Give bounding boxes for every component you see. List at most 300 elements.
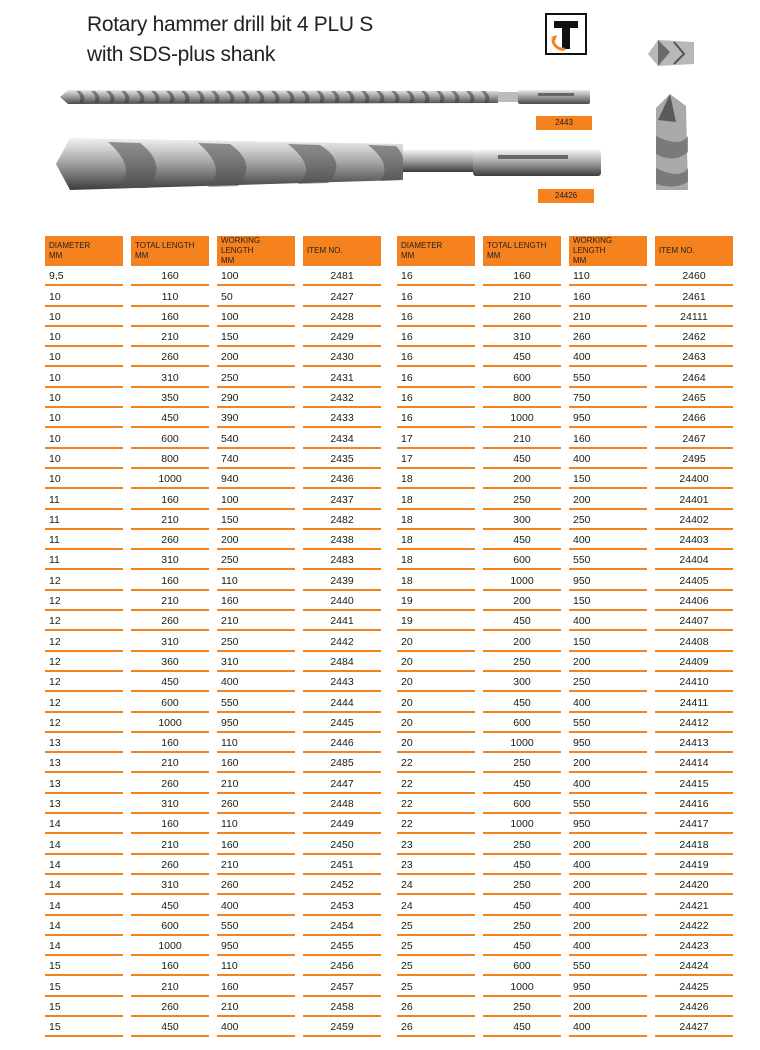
title-line-2: with SDS-plus shank <box>87 43 276 66</box>
cell-diameter: 22 <box>397 753 475 773</box>
table-row <box>397 1017 733 1037</box>
cell-item-no: 24406 <box>655 591 733 611</box>
cell-total-length: 200 <box>483 591 561 611</box>
cell-item-no: 2464 <box>655 367 733 387</box>
cell-working-length: 750 <box>569 388 647 408</box>
cell-item-no: 24408 <box>655 631 733 651</box>
cell-total-length: 260 <box>483 307 561 327</box>
cell-total-length: 600 <box>483 367 561 387</box>
drill-bit-large-image <box>48 128 604 196</box>
cell-item-no: 24405 <box>655 570 733 590</box>
cell-item-no: 24416 <box>655 794 733 814</box>
cell-item-no: 2484 <box>303 652 381 672</box>
cell-working-length: 550 <box>217 916 295 936</box>
cell-working-length: 210 <box>217 855 295 875</box>
table-row <box>397 530 733 550</box>
title-line-1: Rotary hammer drill bit 4 PLU S <box>87 13 373 36</box>
cell-item-no: 2466 <box>655 408 733 428</box>
cell-diameter: 14 <box>45 916 123 936</box>
cell-item-no: 24413 <box>655 733 733 753</box>
drill-bit-small-image <box>58 86 590 108</box>
cell-working-length: 160 <box>569 428 647 448</box>
cell-total-length: 260 <box>131 997 209 1017</box>
cell-diameter: 18 <box>397 530 475 550</box>
cell-item-no: 2450 <box>303 834 381 854</box>
cell-diameter: 10 <box>45 469 123 489</box>
cell-working-length: 200 <box>217 530 295 550</box>
cell-working-length: 50 <box>217 286 295 306</box>
cell-diameter: 12 <box>45 591 123 611</box>
table-row <box>397 428 733 448</box>
cell-total-length: 800 <box>131 449 209 469</box>
cell-diameter: 25 <box>397 976 475 996</box>
cell-diameter: 13 <box>45 773 123 793</box>
cell-diameter: 10 <box>45 449 123 469</box>
cell-working-length: 260 <box>217 794 295 814</box>
table-row <box>397 713 733 733</box>
cell-item-no: 24412 <box>655 713 733 733</box>
cell-working-length: 540 <box>217 428 295 448</box>
cell-diameter: 18 <box>397 469 475 489</box>
cell-diameter: 22 <box>397 814 475 834</box>
cell-working-length: 150 <box>217 327 295 347</box>
cell-total-length: 310 <box>483 327 561 347</box>
cell-working-length: 150 <box>569 631 647 651</box>
cell-item-no: 24421 <box>655 895 733 915</box>
cell-diameter: 14 <box>45 855 123 875</box>
cell-diameter: 20 <box>397 713 475 733</box>
cell-working-length: 100 <box>217 307 295 327</box>
table-row <box>45 855 381 875</box>
table-row <box>397 327 733 347</box>
cell-diameter: 10 <box>45 428 123 448</box>
cell-working-length: 200 <box>569 916 647 936</box>
cell-diameter: 17 <box>397 449 475 469</box>
table-row <box>397 997 733 1017</box>
cell-working-length: 400 <box>569 530 647 550</box>
cell-item-no: 24111 <box>655 307 733 327</box>
cell-diameter: 15 <box>45 976 123 996</box>
cell-item-no: 2452 <box>303 875 381 895</box>
cell-item-no: 2427 <box>303 286 381 306</box>
cell-diameter: 23 <box>397 855 475 875</box>
cell-working-length: 950 <box>569 408 647 428</box>
table-row <box>45 428 381 448</box>
cell-working-length: 400 <box>569 895 647 915</box>
cell-working-length: 110 <box>217 956 295 976</box>
cell-diameter: 18 <box>397 570 475 590</box>
cell-diameter: 10 <box>45 307 123 327</box>
cell-item-no: 24425 <box>655 976 733 996</box>
table-row <box>45 733 381 753</box>
cell-total-length: 210 <box>131 753 209 773</box>
table-row <box>397 976 733 996</box>
cell-total-length: 160 <box>483 266 561 286</box>
cell-item-no: 2444 <box>303 692 381 712</box>
cell-item-no: 2441 <box>303 611 381 631</box>
cell-diameter: 16 <box>397 327 475 347</box>
cell-diameter: 20 <box>397 692 475 712</box>
cell-working-length: 210 <box>217 611 295 631</box>
cell-diameter: 20 <box>397 672 475 692</box>
table-row <box>45 388 381 408</box>
cell-item-no: 2462 <box>655 327 733 347</box>
cell-diameter: 16 <box>397 367 475 387</box>
cell-item-no: 2428 <box>303 307 381 327</box>
table-row <box>397 307 733 327</box>
cell-total-length: 450 <box>483 530 561 550</box>
cell-item-no: 2429 <box>303 327 381 347</box>
header-total-length: TOTAL LENGTH MM <box>483 236 561 266</box>
table-row <box>397 550 733 570</box>
cell-diameter: 10 <box>45 367 123 387</box>
cell-working-length: 160 <box>217 834 295 854</box>
cell-item-no: 2495 <box>655 449 733 469</box>
table-row <box>397 936 733 956</box>
cell-diameter: 18 <box>397 489 475 509</box>
cell-total-length: 260 <box>131 611 209 631</box>
table-row <box>45 307 381 327</box>
header-working-length: WORKING LENGTH MM <box>569 236 647 266</box>
cell-diameter: 12 <box>45 652 123 672</box>
cell-diameter: 24 <box>397 895 475 915</box>
cell-diameter: 16 <box>397 347 475 367</box>
cell-diameter: 19 <box>397 611 475 631</box>
cell-working-length: 200 <box>569 753 647 773</box>
table-row <box>397 875 733 895</box>
cell-total-length: 600 <box>131 692 209 712</box>
table-row <box>45 713 381 733</box>
cell-diameter: 15 <box>45 1017 123 1037</box>
cell-item-no: 2458 <box>303 997 381 1017</box>
cell-diameter: 18 <box>397 550 475 570</box>
cell-working-length: 250 <box>569 672 647 692</box>
product-tag-small: 2443 <box>536 116 592 130</box>
cell-item-no: 2448 <box>303 794 381 814</box>
table-row <box>45 916 381 936</box>
cell-working-length: 550 <box>569 956 647 976</box>
table-row <box>45 895 381 915</box>
cell-working-length: 260 <box>569 327 647 347</box>
cell-working-length: 210 <box>217 997 295 1017</box>
cell-diameter: 16 <box>397 286 475 306</box>
header-working-length: WORKING LENGTH MM <box>217 236 295 266</box>
cell-working-length: 160 <box>217 976 295 996</box>
cell-working-length: 250 <box>217 550 295 570</box>
cell-working-length: 160 <box>217 591 295 611</box>
cell-total-length: 600 <box>483 794 561 814</box>
cell-item-no: 2442 <box>303 631 381 651</box>
cell-diameter: 13 <box>45 753 123 773</box>
cell-item-no: 24423 <box>655 936 733 956</box>
cell-diameter: 11 <box>45 550 123 570</box>
cell-diameter: 20 <box>397 652 475 672</box>
cell-total-length: 450 <box>483 855 561 875</box>
cell-item-no: 2457 <box>303 976 381 996</box>
cell-total-length: 160 <box>131 956 209 976</box>
cell-diameter: 12 <box>45 631 123 651</box>
cell-total-length: 210 <box>131 976 209 996</box>
table-row <box>397 367 733 387</box>
cell-item-no: 2443 <box>303 672 381 692</box>
cell-total-length: 260 <box>131 773 209 793</box>
cell-total-length: 200 <box>483 469 561 489</box>
table-row <box>45 510 381 530</box>
cell-working-length: 250 <box>217 367 295 387</box>
cell-working-length: 200 <box>217 347 295 367</box>
table-row <box>45 997 381 1017</box>
cell-total-length: 450 <box>131 672 209 692</box>
cell-working-length: 550 <box>217 692 295 712</box>
cell-total-length: 210 <box>483 428 561 448</box>
table-row <box>45 936 381 956</box>
cell-working-length: 110 <box>217 814 295 834</box>
table-row <box>45 530 381 550</box>
table-row <box>397 469 733 489</box>
cell-item-no: 2456 <box>303 956 381 976</box>
cell-diameter: 10 <box>45 408 123 428</box>
page-title <box>87 10 373 70</box>
cell-working-length: 550 <box>569 550 647 570</box>
cell-item-no: 2437 <box>303 489 381 509</box>
header-item-no: ITEM NO. <box>655 236 733 266</box>
cell-item-no: 2440 <box>303 591 381 611</box>
cell-item-no: 24400 <box>655 469 733 489</box>
cell-total-length: 250 <box>483 997 561 1017</box>
cell-diameter: 14 <box>45 895 123 915</box>
cell-working-length: 100 <box>217 489 295 509</box>
cell-working-length: 950 <box>217 936 295 956</box>
table-row <box>397 773 733 793</box>
cell-diameter: 25 <box>397 956 475 976</box>
cell-diameter: 22 <box>397 773 475 793</box>
cell-total-length: 210 <box>131 834 209 854</box>
table-row <box>397 672 733 692</box>
cell-working-length: 200 <box>569 997 647 1017</box>
cell-diameter: 16 <box>397 307 475 327</box>
table-row <box>45 469 381 489</box>
cell-item-no: 24424 <box>655 956 733 976</box>
cell-working-length: 200 <box>569 834 647 854</box>
table-row <box>397 611 733 631</box>
cell-total-length: 160 <box>131 307 209 327</box>
cell-diameter: 10 <box>45 327 123 347</box>
cell-item-no: 2447 <box>303 773 381 793</box>
cell-item-no: 2431 <box>303 367 381 387</box>
table-row <box>45 834 381 854</box>
cell-item-no: 2465 <box>655 388 733 408</box>
cell-total-length: 600 <box>483 956 561 976</box>
cell-diameter: 12 <box>45 611 123 631</box>
cell-item-no: 2432 <box>303 388 381 408</box>
cell-total-length: 350 <box>131 388 209 408</box>
cell-diameter: 18 <box>397 510 475 530</box>
cell-total-length: 160 <box>131 570 209 590</box>
cell-total-length: 300 <box>483 672 561 692</box>
cell-working-length: 550 <box>569 713 647 733</box>
cell-item-no: 2483 <box>303 550 381 570</box>
cell-working-length: 100 <box>217 266 295 286</box>
product-tag-large: 24426 <box>538 189 594 203</box>
cell-item-no: 2451 <box>303 855 381 875</box>
cell-working-length: 950 <box>217 713 295 733</box>
cell-total-length: 300 <box>483 510 561 530</box>
cell-item-no: 2438 <box>303 530 381 550</box>
cell-total-length: 160 <box>131 489 209 509</box>
cell-item-no: 2435 <box>303 449 381 469</box>
cell-diameter: 14 <box>45 814 123 834</box>
cell-item-no: 24411 <box>655 692 733 712</box>
table-row <box>45 956 381 976</box>
cell-total-length: 310 <box>131 631 209 651</box>
header-item-no: ITEM NO. <box>303 236 381 266</box>
cell-item-no: 24422 <box>655 916 733 936</box>
cell-total-length: 450 <box>483 692 561 712</box>
cell-total-length: 1000 <box>131 469 209 489</box>
cell-item-no: 2461 <box>655 286 733 306</box>
cell-diameter: 25 <box>397 936 475 956</box>
header-total-length: TOTAL LENGTH MM <box>131 236 209 266</box>
table-row <box>45 631 381 651</box>
cell-item-no: 2430 <box>303 347 381 367</box>
cell-diameter: 10 <box>45 388 123 408</box>
drill-head-closeup-image <box>650 92 696 192</box>
table-row <box>45 489 381 509</box>
cell-diameter: 13 <box>45 733 123 753</box>
table-row <box>397 510 733 530</box>
cell-working-length: 200 <box>569 489 647 509</box>
cell-diameter: 15 <box>45 997 123 1017</box>
cell-diameter: 20 <box>397 631 475 651</box>
cell-item-no: 24417 <box>655 814 733 834</box>
cell-total-length: 210 <box>131 591 209 611</box>
cell-total-length: 1000 <box>483 814 561 834</box>
table-row <box>397 652 733 672</box>
table-row <box>45 327 381 347</box>
cell-working-length: 110 <box>217 570 295 590</box>
cell-diameter: 26 <box>397 997 475 1017</box>
cell-total-length: 1000 <box>483 976 561 996</box>
cell-working-length: 110 <box>217 733 295 753</box>
cell-diameter: 9,5 <box>45 266 123 286</box>
cell-working-length: 400 <box>569 936 647 956</box>
table-row <box>397 631 733 651</box>
cell-diameter: 10 <box>45 347 123 367</box>
cell-total-length: 1000 <box>131 936 209 956</box>
table-row <box>45 652 381 672</box>
cell-item-no: 2453 <box>303 895 381 915</box>
spec-table-right <box>397 236 733 1037</box>
cell-item-no: 2454 <box>303 916 381 936</box>
cell-working-length: 950 <box>569 733 647 753</box>
cell-item-no: 2446 <box>303 733 381 753</box>
cell-working-length: 400 <box>217 895 295 915</box>
table-row <box>45 408 381 428</box>
cell-diameter: 16 <box>397 266 475 286</box>
table-row <box>397 814 733 834</box>
cell-working-length: 310 <box>217 652 295 672</box>
cell-diameter: 19 <box>397 591 475 611</box>
cell-working-length: 950 <box>569 570 647 590</box>
table-row <box>45 1017 381 1037</box>
cell-working-length: 950 <box>569 976 647 996</box>
cell-diameter: 25 <box>397 916 475 936</box>
cell-diameter: 14 <box>45 936 123 956</box>
table-row <box>45 550 381 570</box>
cell-working-length: 260 <box>217 875 295 895</box>
table-row <box>397 449 733 469</box>
cell-item-no: 24420 <box>655 875 733 895</box>
cell-total-length: 1000 <box>483 408 561 428</box>
cell-item-no: 2434 <box>303 428 381 448</box>
cell-working-length: 550 <box>569 794 647 814</box>
cell-item-no: 24410 <box>655 672 733 692</box>
cell-working-length: 400 <box>569 347 647 367</box>
cell-item-no: 24402 <box>655 510 733 530</box>
cell-diameter: 23 <box>397 834 475 854</box>
cell-item-no: 24403 <box>655 530 733 550</box>
cell-item-no: 2449 <box>303 814 381 834</box>
cell-working-length: 550 <box>569 367 647 387</box>
table-row <box>45 794 381 814</box>
table-row <box>45 347 381 367</box>
table-row <box>397 895 733 915</box>
table-row <box>397 753 733 773</box>
cell-working-length: 390 <box>217 408 295 428</box>
table-row <box>45 611 381 631</box>
table-row <box>397 570 733 590</box>
table-row <box>397 347 733 367</box>
cell-total-length: 450 <box>483 347 561 367</box>
cell-total-length: 250 <box>483 652 561 672</box>
cell-item-no: 2455 <box>303 936 381 956</box>
cell-item-no: 2439 <box>303 570 381 590</box>
cell-diameter: 20 <box>397 733 475 753</box>
table-row <box>397 408 733 428</box>
cell-working-length: 290 <box>217 388 295 408</box>
cell-total-length: 450 <box>131 408 209 428</box>
cell-total-length: 200 <box>483 631 561 651</box>
table-row <box>45 773 381 793</box>
cell-total-length: 1000 <box>131 713 209 733</box>
cell-working-length: 110 <box>569 266 647 286</box>
table-row <box>397 916 733 936</box>
cell-diameter: 12 <box>45 570 123 590</box>
table-row <box>45 976 381 996</box>
cell-total-length: 310 <box>131 550 209 570</box>
table-row <box>45 449 381 469</box>
cell-working-length: 400 <box>217 1017 295 1037</box>
cell-diameter: 12 <box>45 692 123 712</box>
cell-total-length: 600 <box>131 916 209 936</box>
cell-item-no: 2459 <box>303 1017 381 1037</box>
cell-total-length: 260 <box>131 855 209 875</box>
cell-total-length: 800 <box>483 388 561 408</box>
cell-working-length: 400 <box>569 449 647 469</box>
cell-total-length: 600 <box>131 428 209 448</box>
table-row <box>397 956 733 976</box>
cell-diameter: 14 <box>45 834 123 854</box>
header-diameter: DIAMETER MM <box>45 236 123 266</box>
cell-working-length: 250 <box>217 631 295 651</box>
cell-total-length: 450 <box>483 936 561 956</box>
cell-item-no: 2481 <box>303 266 381 286</box>
cell-total-length: 450 <box>483 449 561 469</box>
cell-item-no: 2482 <box>303 510 381 530</box>
cell-item-no: 24401 <box>655 489 733 509</box>
cell-working-length: 150 <box>217 510 295 530</box>
cell-working-length: 200 <box>569 875 647 895</box>
